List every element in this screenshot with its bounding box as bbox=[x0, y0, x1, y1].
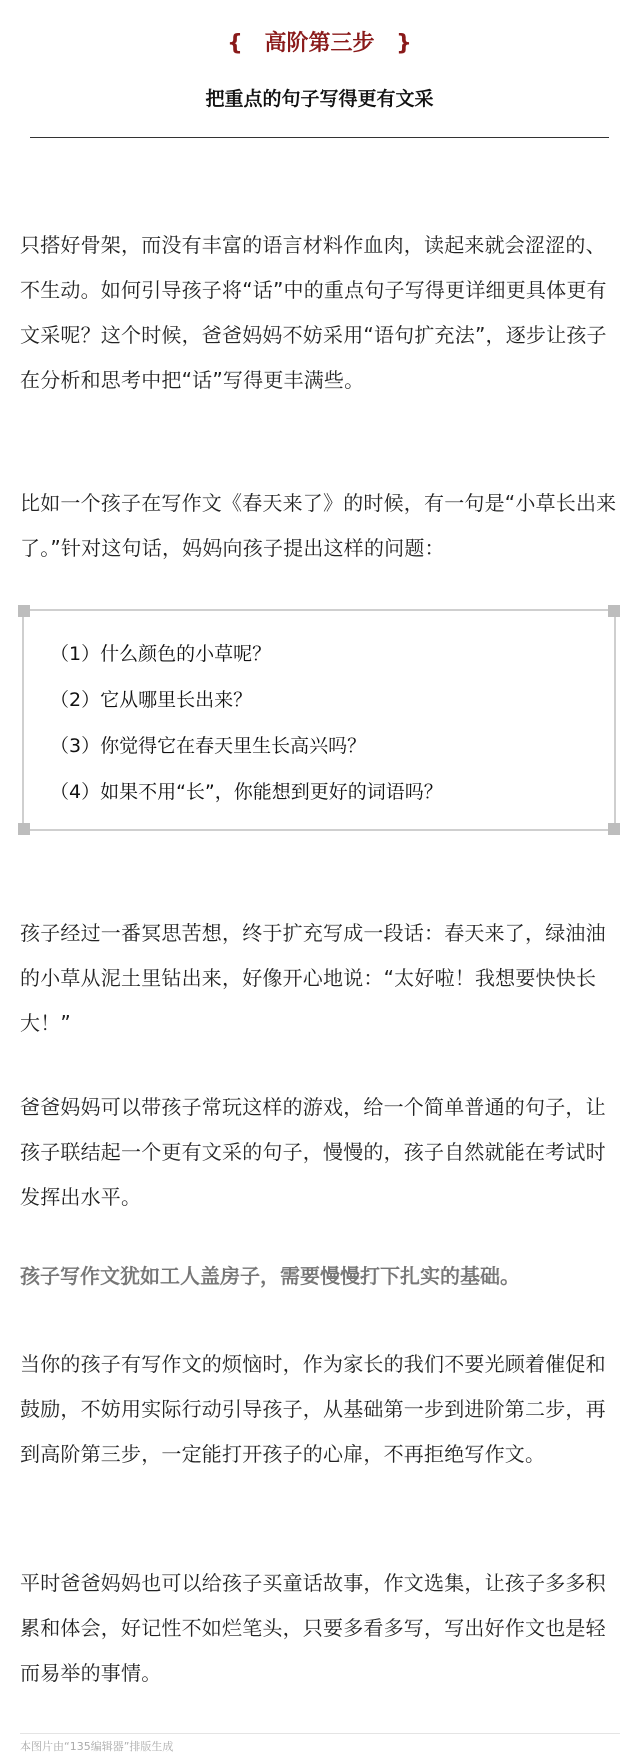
section-subtitle: 把重点的句子写得更有文采 bbox=[205, 88, 434, 110]
paragraph-example: 比如一个孩子在写作文《春天来了》的时候，有一句是“小草长出来了。”针对这句话，妈妈向孩子提出这样的问题： bbox=[20, 491, 617, 560]
paragraph-advice: 当你的孩子有写作文的烦恼时，作为家长的我们不要光顾着催促和鼓励，不妨用实际行动引导孩子，从基础第一步到进阶第二步，再到高阶第三步，一定能打开孩子的心扉，不再拒绝写作文。 bbox=[20, 1352, 606, 1466]
section-title-text: 高阶第三步 bbox=[264, 31, 375, 56]
emphasis-sentence: 孩子写作文犹如工人盖房子，需要慢慢打下扎实的基础。 bbox=[20, 1264, 520, 1288]
footer-divider bbox=[20, 1733, 620, 1734]
question-list bbox=[50, 631, 443, 815]
corner-decoration bbox=[608, 605, 620, 617]
corner-decoration bbox=[18, 823, 30, 835]
question-item: （4）如果不用“长”，你能想到更好的词语吗？ bbox=[50, 781, 443, 803]
corner-decoration bbox=[18, 605, 30, 617]
paragraph-intro: 只搭好骨架，而没有丰富的语言材料作血肉，读起来就会涩涩的、不生动。如何引导孩子将“话”中的重点句子写得更详细更具体更有文采呢？这个时候，爸爸妈妈不妨采用“语句扩充法”，逐步让孩子在分析和思考中把“话”写得更丰满些。 bbox=[20, 233, 607, 392]
footer-credit: 本图片由“135编辑器”排版生成 bbox=[20, 1740, 174, 1753]
paragraph-tips: 平时爸爸妈妈也可以给孩子买童话故事，作文选集，让孩子多多积累和体会，好记性不如烂笔头，只要多看多写，写出好作文也是轻而易举的事情。 bbox=[20, 1571, 606, 1685]
question-item: （2）它从哪里长出来？ bbox=[50, 689, 253, 711]
brace-right: } bbox=[396, 31, 412, 56]
section-title bbox=[0, 26, 639, 57]
brace-left: { bbox=[227, 31, 243, 56]
question-item: （3）你觉得它在春天里生长高兴吗？ bbox=[50, 735, 367, 757]
paragraph-game: 爸爸妈妈可以带孩子常玩这样的游戏，给一个简单普通的句子，让孩子联结起一个更有文采的句子，慢慢的，孩子自然就能在考试时发挥出水平。 bbox=[20, 1095, 606, 1209]
corner-decoration bbox=[608, 823, 620, 835]
question-item: （1）什么颜色的小草呢？ bbox=[50, 643, 272, 665]
paragraph-expanded: 孩子经过一番冥思苦想，终于扩充写成一段话：春天来了，绿油油的小草从泥土里钻出来，好像开心地说：“太好啦！我想要快快长大！” bbox=[20, 921, 606, 1035]
title-divider bbox=[30, 137, 609, 138]
question-box bbox=[22, 609, 616, 831]
